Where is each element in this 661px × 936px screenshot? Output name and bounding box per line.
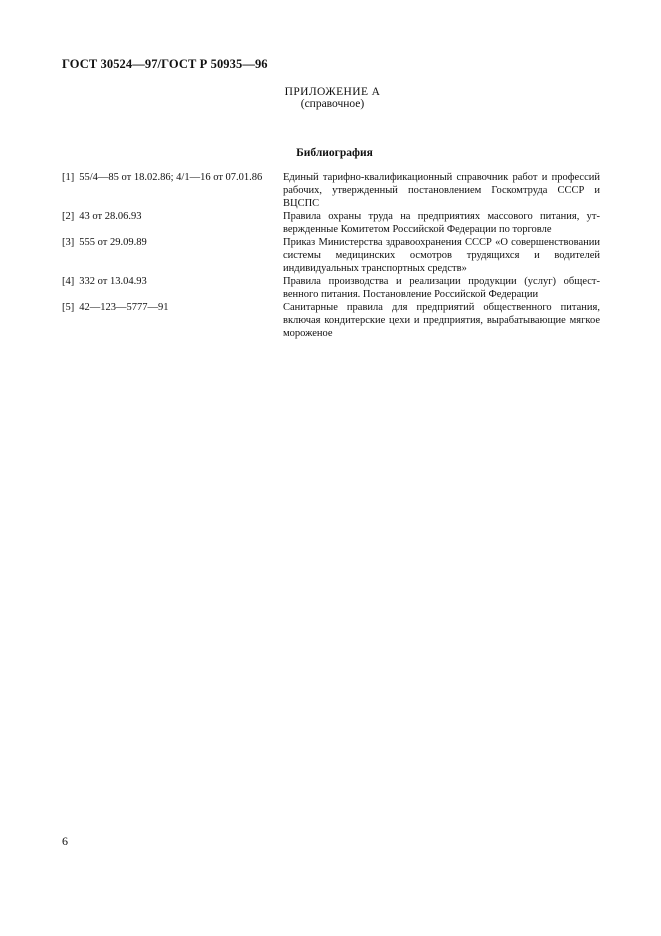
entry-number: [4]	[62, 276, 75, 287]
bibliography-title: Библиография	[296, 147, 373, 159]
entry-ref-code: 42—123—5777—91	[79, 302, 169, 313]
entry-description: Приказ Министерства здравоохранения СССР «О совершенствовании системы медицинских осмотров трудящихся и водителей индивидуальных транспортных средств»	[283, 237, 600, 274]
appendix-title: ПРИЛОЖЕНИЕ А	[284, 86, 381, 98]
entry-ref-code: 555 от 29.09.89	[79, 237, 147, 248]
entry-description: Правила производства и реализации продукции (услуг) общественного питания. Постановление Российской Федерации	[283, 276, 600, 300]
entry-reference	[62, 171, 283, 210]
entry-reference	[62, 236, 283, 275]
entry-number: [2]	[62, 211, 75, 222]
bibliography-entry	[62, 171, 600, 210]
entry-ref-code: 55/4—85 от 18.02.86; 4/1—16 от 07.01.86	[79, 172, 263, 183]
bibliography-entry	[62, 236, 600, 275]
entry-number: [1]	[62, 172, 75, 183]
bibliography-entry	[62, 210, 600, 236]
bibliography-list	[62, 171, 600, 340]
entry-number: [5]	[62, 302, 75, 313]
entry-number: [3]	[62, 237, 75, 248]
entry-reference	[62, 275, 283, 301]
entry-reference	[62, 301, 283, 340]
entry-ref-code: 332 от 13.04.93	[79, 276, 147, 287]
appendix-heading	[0, 86, 661, 110]
entry-description: Единый тарифно-квалификационный справочник работ и профессий рабочих, утвержденный постановлением Госкомтруда СССР и ВЦСПС	[283, 172, 600, 209]
entry-ref-code: 43 от 28.06.93	[79, 211, 142, 222]
document-header-code: ГОСТ 30524—97/ГОСТ Р 50935—96	[62, 57, 268, 71]
bibliography-entry	[62, 275, 600, 301]
bibliography-entry	[62, 301, 600, 340]
entry-description: Санитарные правила для предприятий общественного питания, включая кондитерские цехи и предприятия, вырабатывающие мягкое мороженое	[283, 302, 600, 339]
appendix-subtitle: (справочное)	[300, 98, 365, 110]
entry-description: Правила охраны труда на предприятиях массового питания, утвержденные Комитетом Российской Федерации по торговле	[283, 211, 600, 235]
page-number: 6	[62, 834, 68, 848]
entry-reference	[62, 210, 283, 236]
